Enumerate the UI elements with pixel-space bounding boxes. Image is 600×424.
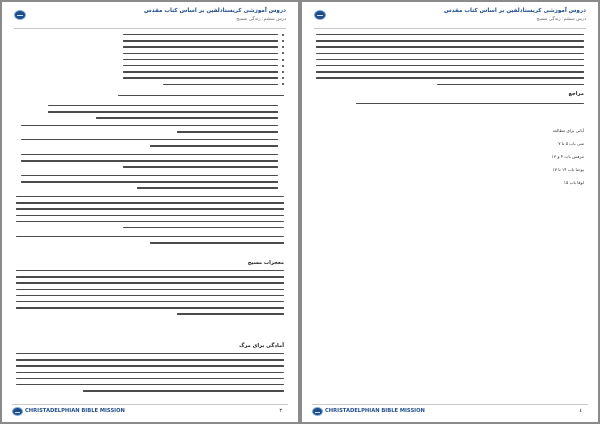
text-line bbox=[21, 160, 278, 161]
footer-org: CHRISTADELPHIAN BIBLE MISSION bbox=[25, 408, 125, 414]
text-line bbox=[16, 215, 284, 216]
text-line bbox=[316, 59, 584, 60]
page-number: ٤ bbox=[579, 408, 582, 414]
right-page bbox=[302, 2, 598, 422]
page-footer bbox=[312, 404, 588, 417]
text-line bbox=[16, 276, 284, 277]
ref-line: یوحنا باب ۱۴ تا ۱۷ bbox=[552, 167, 584, 172]
header-title: دروس آموزشی کریستادلفین بر اساس کتاب مقدس bbox=[444, 8, 586, 14]
text-line bbox=[177, 131, 278, 132]
globe-logo-icon bbox=[314, 10, 326, 20]
text-line bbox=[316, 71, 584, 72]
text-line bbox=[16, 289, 284, 290]
page-body bbox=[316, 33, 584, 402]
footer-org: CHRISTADELPHIAN BIBLE MISSION bbox=[325, 408, 425, 414]
text-line bbox=[16, 236, 284, 237]
footer-logo-icon bbox=[12, 407, 23, 416]
page-header bbox=[14, 8, 286, 29]
text-line bbox=[83, 390, 284, 391]
text-line bbox=[356, 103, 584, 104]
text-line bbox=[16, 372, 284, 373]
page-body bbox=[16, 33, 284, 402]
text-line bbox=[316, 40, 584, 41]
text-line bbox=[16, 295, 284, 296]
text-line bbox=[123, 227, 284, 228]
text-line bbox=[150, 145, 278, 146]
text-line bbox=[16, 196, 284, 197]
text-line bbox=[16, 301, 284, 302]
page-header bbox=[314, 8, 586, 29]
bullet-icon bbox=[282, 34, 284, 36]
text-line bbox=[316, 65, 584, 66]
page-number: ٣ bbox=[279, 408, 282, 414]
header-title: دروس آموزشی کریستادلفین بر اساس کتاب مقدس bbox=[144, 8, 286, 14]
globe-logo-icon bbox=[14, 10, 26, 20]
bullet-icon bbox=[282, 46, 284, 48]
section-heading-death: آمادگی برای مرگ bbox=[239, 343, 284, 349]
text-line bbox=[16, 384, 284, 385]
bullet-icon bbox=[282, 59, 284, 61]
section-heading-miracles: معجزات مسیح bbox=[247, 260, 284, 266]
bullet-icon bbox=[282, 65, 284, 67]
footer-logo-icon bbox=[312, 407, 323, 416]
text-line bbox=[137, 187, 278, 188]
bullet-icon bbox=[282, 71, 284, 73]
section-heading-refs: مراجع bbox=[568, 91, 584, 97]
header-subtitle: درس ششم: زندگی مسیح bbox=[536, 17, 586, 22]
bullet-icon bbox=[282, 77, 284, 79]
ref-line: لوقا باب ۱۵ bbox=[563, 180, 584, 185]
text-line bbox=[16, 282, 284, 283]
text-line bbox=[48, 111, 278, 112]
ref-line: مرقس باب ۴ و ۱۳ bbox=[551, 154, 584, 159]
bullet-icon bbox=[282, 83, 284, 85]
text-line bbox=[21, 139, 278, 140]
ref-line: متی باب ۵ تا ۷ bbox=[558, 141, 584, 146]
text-line bbox=[16, 359, 284, 360]
text-line bbox=[123, 46, 278, 47]
text-line bbox=[21, 181, 278, 182]
text-line bbox=[177, 313, 284, 314]
text-line bbox=[123, 71, 278, 72]
text-line bbox=[123, 40, 278, 41]
header-subtitle: درس ششم: زندگی مسیح bbox=[236, 17, 286, 22]
text-line bbox=[163, 84, 278, 85]
bullet-icon bbox=[282, 40, 284, 42]
text-line bbox=[16, 365, 284, 366]
page-footer bbox=[12, 404, 288, 417]
ref-line: آیاتی برای مطالعه bbox=[552, 128, 584, 133]
text-line bbox=[16, 378, 284, 379]
text-line bbox=[21, 125, 278, 126]
text-line bbox=[123, 65, 278, 66]
text-line bbox=[21, 154, 278, 155]
text-line bbox=[123, 34, 278, 35]
text-line bbox=[16, 208, 284, 209]
text-line bbox=[96, 117, 278, 118]
left-page bbox=[2, 2, 298, 422]
text-line bbox=[16, 221, 284, 222]
text-line bbox=[16, 307, 284, 308]
text-line bbox=[118, 95, 284, 96]
text-line bbox=[16, 270, 284, 271]
text-line bbox=[123, 53, 278, 54]
text-line bbox=[48, 105, 278, 106]
text-line bbox=[316, 77, 584, 78]
text-line bbox=[123, 59, 278, 60]
text-line bbox=[16, 353, 284, 354]
text-line bbox=[316, 46, 584, 47]
bullet-icon bbox=[282, 52, 284, 54]
text-line bbox=[21, 175, 278, 176]
text-line bbox=[150, 242, 284, 243]
text-line bbox=[123, 166, 278, 167]
text-line bbox=[16, 202, 284, 203]
text-line bbox=[437, 84, 584, 85]
text-line bbox=[316, 53, 584, 54]
text-line bbox=[123, 77, 278, 78]
text-line bbox=[316, 34, 584, 35]
